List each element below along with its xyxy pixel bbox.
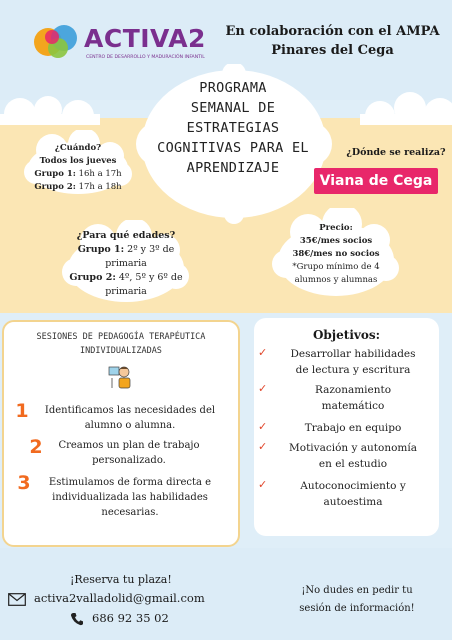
objective-line: Razonamiento	[314, 384, 392, 396]
objective-text	[268, 478, 438, 510]
location-badge: Viana de Cega	[314, 168, 438, 194]
step-number: 1	[15, 400, 29, 422]
logo-emblem-icon	[30, 18, 84, 64]
teacher-icon	[108, 364, 132, 390]
step-number: 2	[29, 436, 43, 458]
objective-line: autoestima	[323, 496, 383, 508]
objective-text	[268, 440, 438, 472]
program-title	[140, 78, 326, 178]
check-icon: ✓	[258, 420, 268, 433]
objective-line: Motivación y autonomía	[289, 442, 417, 454]
when-info	[26, 142, 130, 194]
price-members: 35€/mes socios	[299, 236, 373, 246]
when-heading: ¿Cuándo?	[54, 143, 102, 153]
collab-line: En colaboración con el AMPA	[225, 24, 440, 39]
price-note: *Grupo mínimo de 4	[292, 262, 380, 272]
ages-info	[64, 229, 188, 299]
ages-group1-text: primaria	[105, 258, 147, 269]
group1-label: Grupo 1:	[34, 169, 76, 179]
sessions-title-line: SESIONES DE PEDAGOGÍA TERAPÉUTICA	[36, 332, 206, 342]
step-line: Creamos un plan de trabajo	[58, 440, 200, 451]
title-line: COGNITIVAS PARA EL	[157, 140, 309, 156]
price-info	[274, 222, 398, 287]
title-line: APRENDIZAJE	[186, 160, 280, 176]
envelope-icon	[8, 593, 26, 606]
objective-line: Trabajo en equipo	[304, 422, 402, 434]
check-icon: ✓	[258, 478, 268, 491]
group2-time: 17h a 18h	[78, 182, 122, 192]
check-icon: ✓	[258, 382, 268, 395]
title-line: SEMANAL DE	[190, 100, 276, 116]
step-line: Identificamos las necesidades del	[44, 405, 216, 416]
objective-line: matemático	[321, 400, 385, 412]
sessions-title-line: INDIVIDUALIZADAS	[80, 346, 162, 356]
step-text	[32, 475, 228, 520]
reserve-cta: ¡Reserva tu plaza!	[70, 573, 172, 586]
step-line: individualizada las habilidades	[52, 492, 208, 503]
step-line: alumno o alumna.	[84, 420, 176, 431]
activa2-logo	[30, 18, 206, 68]
step-line: necesarias.	[101, 507, 159, 518]
objective-line: en el estudio	[318, 458, 388, 470]
ages-group1-text: 2º y 3º de	[127, 244, 175, 255]
where-heading: ¿Dónde se realiza?	[346, 147, 446, 158]
phone-link[interactable]: 686 92 35 02	[92, 611, 169, 625]
phone-icon	[70, 612, 84, 626]
when-days: Todos los jueves	[39, 156, 117, 166]
collab-line: Pinares del Cega	[271, 43, 394, 58]
group1-time: 16h a 17h	[78, 169, 122, 179]
sessions-title	[16, 330, 226, 358]
step-text	[30, 403, 230, 433]
ages-group2-label: Grupo 2:	[69, 272, 116, 283]
objective-text	[268, 346, 438, 378]
ages-group2-text: 4º, 5º y 6º de	[118, 272, 183, 283]
step-line: Estimulamos de forma directa e	[48, 477, 212, 488]
ages-group1-label: Grupo 1:	[77, 244, 125, 255]
check-icon: ✓	[258, 346, 268, 359]
objective-text	[268, 382, 438, 414]
collaboration-note	[225, 22, 440, 60]
info-session-note	[282, 582, 432, 618]
price-non-members: 38€/mes no socios	[292, 249, 380, 259]
title-line: PROGRAMA	[199, 80, 267, 96]
title-line: ESTRATEGIAS	[186, 120, 280, 136]
objectives-title: Objetivos:	[312, 328, 381, 342]
price-note: alumnos y alumnas	[294, 275, 378, 285]
objective-line: de lectura y escritura	[295, 364, 411, 376]
objective-text	[268, 420, 438, 436]
group2-label: Grupo 2:	[34, 182, 76, 192]
price-heading: Precio:	[319, 223, 353, 233]
step-number: 3	[17, 472, 31, 494]
info-line: sesión de información!	[299, 603, 415, 614]
objective-line: Desarrollar habilidades	[290, 348, 416, 360]
ages-heading: ¿Para qué edades?	[76, 230, 176, 241]
info-line: ¡No dudes en pedir tu	[301, 585, 413, 596]
objective-line: Autoconocimiento y	[300, 480, 406, 492]
step-text	[44, 438, 214, 468]
email-link[interactable]: activa2valladolid@gmail.com	[34, 591, 205, 605]
logo-wordmark: ACTIVA2	[84, 24, 206, 53]
step-line: personalizado.	[92, 455, 166, 466]
ages-group2-text: primaria	[105, 286, 147, 297]
check-icon: ✓	[258, 440, 268, 453]
logo-tagline: CENTRO DE DESARROLLO Y MADURACIÓN INFANTIL	[86, 55, 205, 60]
